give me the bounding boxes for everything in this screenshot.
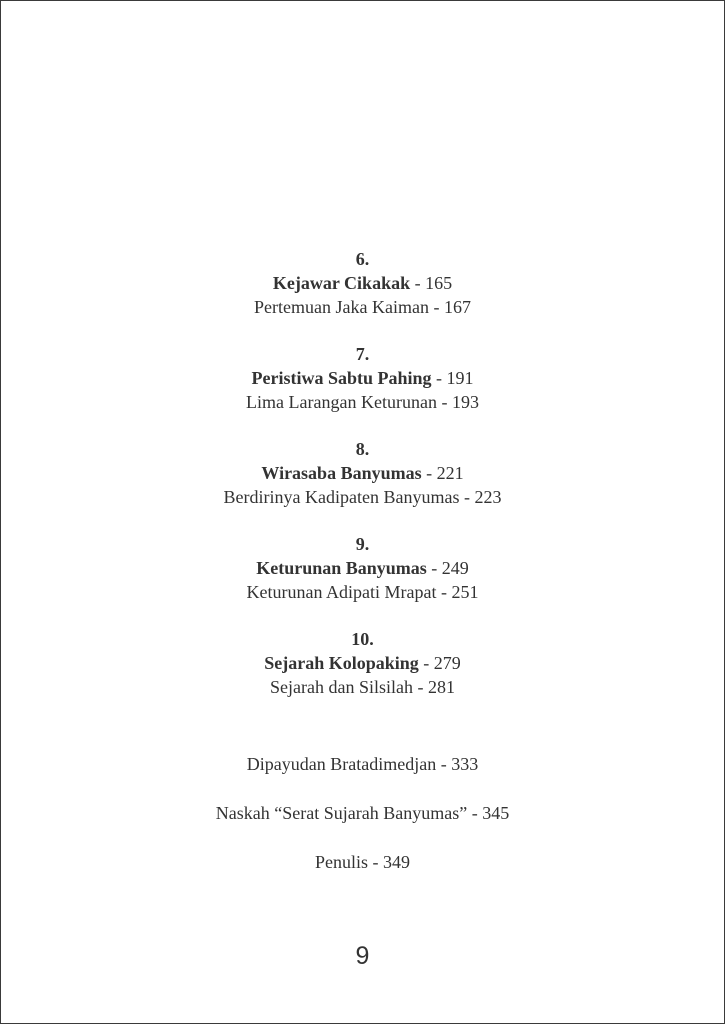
chapter-entry-9 [1,532,724,604]
chapter-subentry: Keturunan Adipati Mrapat - 251 [246,582,479,602]
chapter-subentry: Pertemuan Jaka Kaiman - 167 [254,297,471,317]
chapter-entry-10 [1,627,724,699]
chapter-entry-6 [1,247,724,319]
appendix-list [1,752,724,899]
chapter-title: Keturunan Banyumas [256,558,427,578]
chapter-heading-line [1,366,724,390]
chapter-heading-line [1,556,724,580]
chapter-number: 9. [355,534,370,554]
chapter-heading-line [1,651,724,675]
chapter-entry-8 [1,437,724,509]
chapter-entry-7 [1,342,724,414]
page-number: 9 [355,942,370,970]
chapter-page: - 221 [421,463,464,483]
chapter-number: 10. [351,629,374,649]
chapter-heading-line [1,461,724,485]
chapter-page: - 279 [418,653,461,673]
chapter-heading-line [1,271,724,295]
appendix-item: Dipayudan Bratadimedjan - 333 [246,754,479,774]
chapter-number: 7. [355,344,370,364]
chapter-page: - 191 [431,368,474,388]
chapter-title: Kejawar Cikakak [272,273,411,293]
chapter-subentry: Sejarah dan Silsilah - 281 [270,677,455,697]
table-of-contents [1,247,724,722]
appendix-item: Penulis - 349 [314,852,410,872]
appendix-item: Naskah “Serat Sujarah Banyumas” - 345 [215,803,510,823]
chapter-page: - 249 [426,558,469,578]
chapter-page: - 165 [410,273,453,293]
chapter-subentry: Berdirinya Kadipaten Banyumas - 223 [223,487,502,507]
chapter-subentry: Lima Larangan Keturunan - 193 [246,392,479,412]
chapter-title: Wirasaba Banyumas [261,463,422,483]
chapter-title: Peristiwa Sabtu Pahing [251,368,432,388]
chapter-title: Sejarah Kolopaking [264,653,419,673]
chapter-number: 8. [355,439,370,459]
chapter-number: 6. [355,249,370,269]
